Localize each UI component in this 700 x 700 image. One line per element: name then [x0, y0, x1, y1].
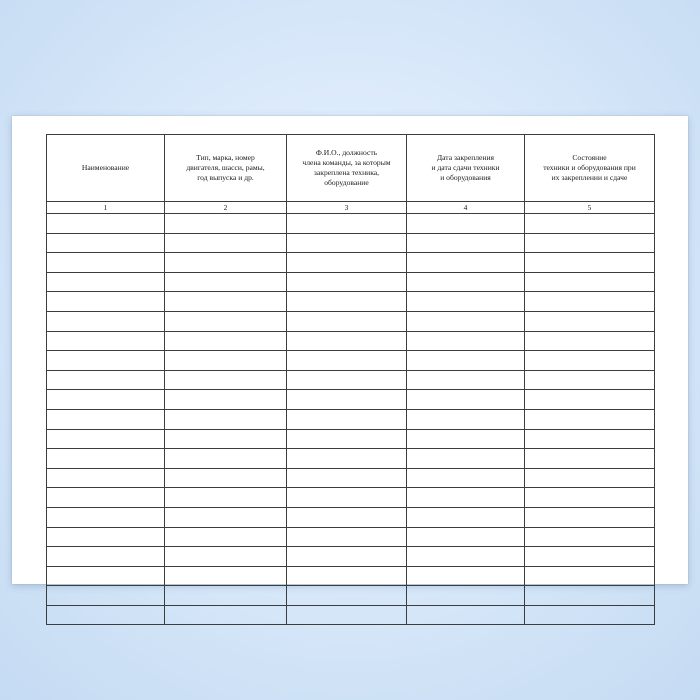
table-cell[interactable] [165, 233, 287, 253]
column-number-2: 2 [165, 202, 287, 214]
table-cell[interactable] [525, 214, 655, 234]
table-cell[interactable] [407, 331, 525, 351]
table-cell[interactable] [47, 214, 165, 234]
table-cell[interactable] [165, 331, 287, 351]
table-cell[interactable] [525, 449, 655, 469]
register-table [46, 134, 655, 625]
table-cell[interactable] [47, 429, 165, 449]
table-cell[interactable] [165, 311, 287, 331]
table-cell[interactable] [47, 449, 165, 469]
table-row [47, 272, 655, 292]
table-cell[interactable] [165, 449, 287, 469]
column-header-1: Наименование [47, 135, 165, 202]
table-cell[interactable] [287, 331, 407, 351]
table-row [47, 429, 655, 449]
table-cell[interactable] [287, 233, 407, 253]
column-number-1: 1 [47, 202, 165, 214]
table-cell[interactable] [287, 488, 407, 508]
table-cell[interactable] [525, 351, 655, 371]
table-cell[interactable] [407, 214, 525, 234]
table-cell[interactable] [407, 507, 525, 527]
table-cell[interactable] [287, 507, 407, 527]
table-cell[interactable] [47, 292, 165, 312]
table-cell[interactable] [525, 507, 655, 527]
table-cell[interactable] [287, 429, 407, 449]
table-cell[interactable] [407, 390, 525, 410]
table-cell[interactable] [407, 605, 525, 625]
table-cell[interactable] [525, 409, 655, 429]
table-cell[interactable] [165, 292, 287, 312]
table-row [47, 351, 655, 371]
table-cell[interactable] [287, 292, 407, 312]
table-cell[interactable] [287, 547, 407, 567]
table-cell[interactable] [407, 586, 525, 606]
table-cell[interactable] [287, 390, 407, 410]
table-cell[interactable] [287, 214, 407, 234]
table-row [47, 566, 655, 586]
table-row [47, 370, 655, 390]
table-cell[interactable] [47, 351, 165, 371]
table-cell[interactable] [287, 370, 407, 390]
table-cell[interactable] [287, 253, 407, 273]
table-cell[interactable] [47, 468, 165, 488]
table-cell[interactable] [287, 468, 407, 488]
table-row [47, 449, 655, 469]
table-row [47, 488, 655, 508]
table-row [47, 586, 655, 606]
table-row [47, 547, 655, 567]
table-cell[interactable] [525, 272, 655, 292]
table-row [47, 409, 655, 429]
table-row [47, 214, 655, 234]
table-cell[interactable] [287, 351, 407, 371]
table-cell[interactable] [407, 449, 525, 469]
table-header [47, 135, 655, 214]
table-row [47, 253, 655, 273]
table-cell[interactable] [47, 409, 165, 429]
table-cell[interactable] [47, 370, 165, 390]
table-cell[interactable] [287, 527, 407, 547]
table-cell[interactable] [165, 527, 287, 547]
table-row [47, 233, 655, 253]
table-cell[interactable] [47, 311, 165, 331]
table-cell[interactable] [525, 233, 655, 253]
table-cell[interactable] [165, 468, 287, 488]
table-cell[interactable] [165, 253, 287, 273]
table-cell[interactable] [407, 370, 525, 390]
table-cell[interactable] [165, 547, 287, 567]
table-cell[interactable] [287, 605, 407, 625]
table-cell[interactable] [525, 370, 655, 390]
column-header-5: Состояние техники и оборудования при их закреплении и сдаче [525, 135, 655, 202]
header-row [47, 135, 655, 202]
table-cell[interactable] [525, 566, 655, 586]
table-cell[interactable] [407, 566, 525, 586]
table-cell[interactable] [525, 488, 655, 508]
table-row [47, 468, 655, 488]
table-cell[interactable] [407, 527, 525, 547]
paper-sheet [12, 116, 688, 584]
table-cell[interactable] [407, 272, 525, 292]
table-cell[interactable] [407, 253, 525, 273]
table-row [47, 527, 655, 547]
table-cell[interactable] [525, 311, 655, 331]
table-cell[interactable] [287, 586, 407, 606]
table-cell[interactable] [165, 409, 287, 429]
table-cell[interactable] [165, 488, 287, 508]
table-cell[interactable] [287, 566, 407, 586]
column-header-2: Тип, марка, номер двигателя, шасси, рамы, год выпуска и др. [165, 135, 287, 202]
table-cell[interactable] [47, 507, 165, 527]
table-cell[interactable] [165, 370, 287, 390]
table-cell[interactable] [165, 390, 287, 410]
table-cell[interactable] [47, 605, 165, 625]
table-cell[interactable] [47, 390, 165, 410]
table-cell[interactable] [47, 331, 165, 351]
table-cell[interactable] [525, 390, 655, 410]
column-header-3: Ф.И.О., должность члена команды, за которым закреплена техника, оборудование [287, 135, 407, 202]
column-number-5: 5 [525, 202, 655, 214]
table-cell[interactable] [165, 507, 287, 527]
table-cell[interactable] [47, 272, 165, 292]
table-cell[interactable] [165, 351, 287, 371]
table-cell[interactable] [407, 351, 525, 371]
table-cell[interactable] [407, 409, 525, 429]
table-cell[interactable] [165, 586, 287, 606]
table-cell[interactable] [525, 605, 655, 625]
table-cell[interactable] [407, 233, 525, 253]
table-cell[interactable] [525, 468, 655, 488]
table-cell[interactable] [525, 586, 655, 606]
column-number-row [47, 202, 655, 214]
table-cell[interactable] [287, 409, 407, 429]
table-row [47, 390, 655, 410]
table-cell[interactable] [525, 527, 655, 547]
table-cell[interactable] [47, 547, 165, 567]
table-row [47, 605, 655, 625]
table-cell[interactable] [407, 488, 525, 508]
table-row [47, 292, 655, 312]
table-body [47, 214, 655, 625]
table-cell[interactable] [165, 605, 287, 625]
table-cell[interactable] [525, 429, 655, 449]
table-cell[interactable] [165, 214, 287, 234]
table-cell[interactable] [47, 253, 165, 273]
table-cell[interactable] [287, 272, 407, 292]
table-cell[interactable] [287, 311, 407, 331]
table-cell[interactable] [407, 547, 525, 567]
table-area [46, 134, 654, 568]
table-cell[interactable] [525, 253, 655, 273]
table-cell[interactable] [407, 468, 525, 488]
table-cell[interactable] [407, 429, 525, 449]
table-cell[interactable] [165, 272, 287, 292]
table-cell[interactable] [525, 547, 655, 567]
table-cell[interactable] [525, 292, 655, 312]
table-cell[interactable] [165, 566, 287, 586]
column-number-3: 3 [287, 202, 407, 214]
table-cell[interactable] [47, 488, 165, 508]
table-cell[interactable] [47, 233, 165, 253]
table-row [47, 311, 655, 331]
table-cell[interactable] [525, 331, 655, 351]
table-row [47, 507, 655, 527]
table-cell[interactable] [47, 586, 165, 606]
column-header-4: Дата закрепления и дата сдачи техники и оборудования [407, 135, 525, 202]
table-cell[interactable] [165, 429, 287, 449]
column-number-4: 4 [407, 202, 525, 214]
table-cell[interactable] [47, 566, 165, 586]
table-cell[interactable] [407, 292, 525, 312]
table-cell[interactable] [407, 311, 525, 331]
table-row [47, 331, 655, 351]
table-cell[interactable] [287, 449, 407, 469]
table-cell[interactable] [47, 527, 165, 547]
